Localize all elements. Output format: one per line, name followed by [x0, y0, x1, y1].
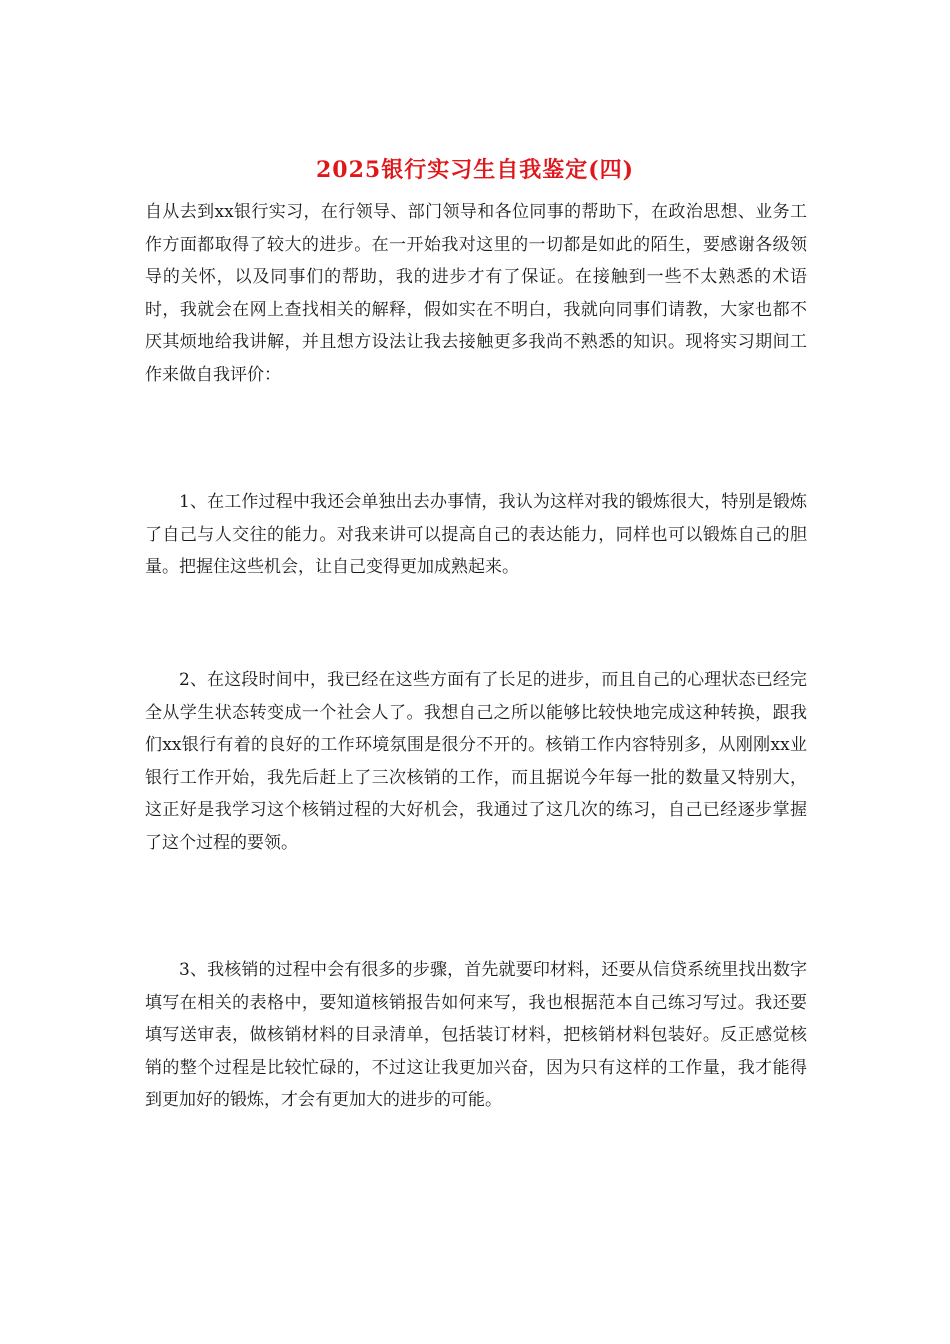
- document-title: 2025银行实习生自我鉴定(四): [315, 157, 635, 183]
- paragraph-3: 3、我核销的过程中会有很多的步骤，首先就要印材料，还要从信贷系统里找出数字填写在相关的表格中，要知道核销报告如何来写，我也根据范本自己练习写过。我还要填写送审表，做核销材料的目录清单，包括装订材料，把核销材料包装好。反正感觉核销的整个过程是比较忙碌的，不过这让我更加兴奋，因为只有这样的工作量，我才能得到更加好的锻炼，才会有更加大的进步的可能。: [145, 960, 807, 1111]
- paragraph-1: 1、在工作过程中我还会单独出去办事情，我认为这样对我的锻炼很大，特别是锻炼了自己与人交往的能力。对我来讲可以提高自己的表达能力，同样也可以锻炼自己的胆量。把握住这些机会，让自己变得更加成熟起来。: [145, 492, 807, 578]
- paragraph-2: 2、在这段时间中，我已经在这些方面有了长足的进步，而且自己的心理状态已经完全从学生状态转变成一个社会人了。我想自己之所以能够比较快地完成这种转换，跟我们xx银行有着的良好的工作环境氛围是很分不开的。核销工作内容特别多，从刚刚xx业银行工作开始，我先后赶上了三次核销的工作，而且据说今年每一批的数量又特别大，这正好是我学习这个核销过程的大好机会，我通过了这几次的练习，自己已经逐步掌握了这个过程的要领。: [145, 670, 807, 853]
- intro-paragraph: 自从去到xx银行实习，在行领导、部门领导和各位同事的帮助下，在政治思想、业务工作方面都取得了较大的进步。在一开始我对这里的一切都是如此的陌生，要感谢各级领导的关怀，以及同事们的帮助，我的进步才有了保证。在接触到一些不太熟悉的术语时，我就会在网上查找相关的解释，假如实在不明白，我就向同事们请教，大家也都不厌其烦地给我讲解，并且想方设法让我去接触更多我尚不熟悉的知识。现将实习期间工作来做自我评价：: [145, 202, 807, 385]
